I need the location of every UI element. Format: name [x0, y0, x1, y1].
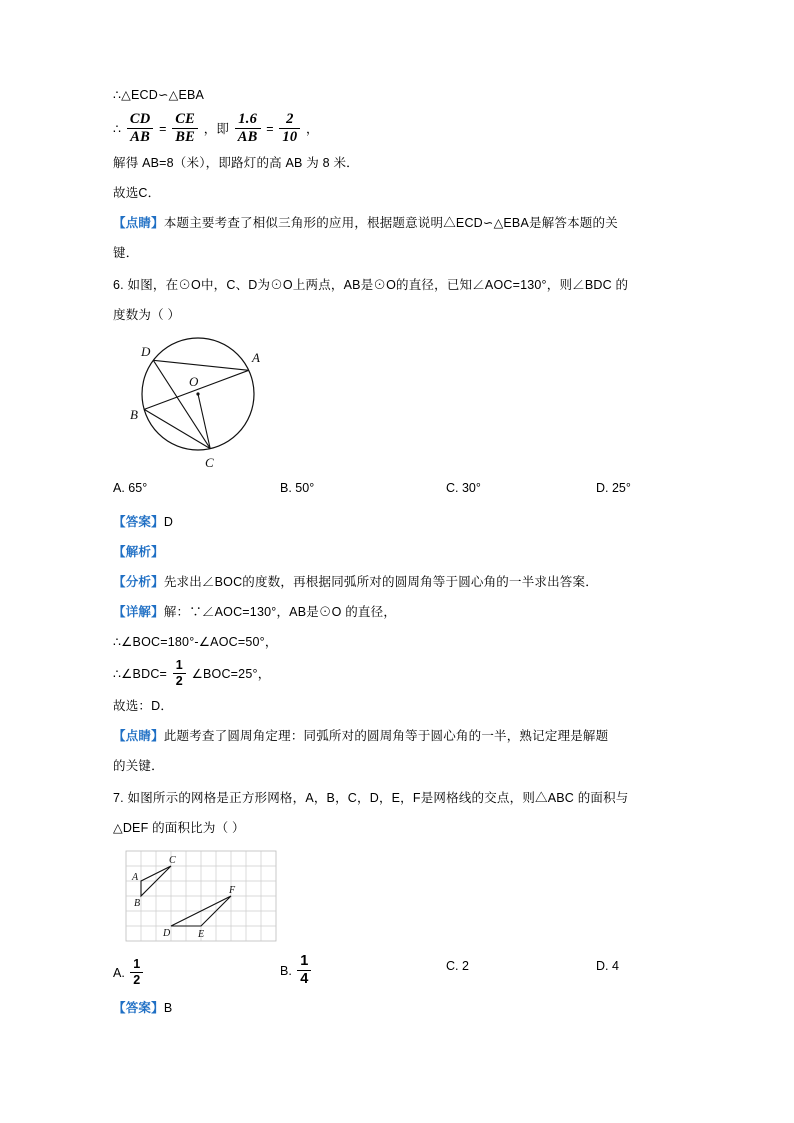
segment-da: [153, 360, 248, 370]
fraction-16-ab: [235, 112, 261, 145]
fraction-numerator: 1: [130, 958, 143, 973]
question-6-figure: [113, 334, 681, 479]
option-a[interactable]: [113, 481, 147, 495]
question-number: 7.: [113, 791, 124, 805]
option-b[interactable]: [280, 955, 313, 988]
option-value: 4: [611, 959, 619, 973]
fraction-numerator: 1: [297, 954, 311, 971]
option-d[interactable]: [596, 481, 631, 495]
question-6-step2: [113, 627, 681, 657]
label-b: B: [134, 898, 141, 909]
fraction-denominator: 2: [133, 973, 141, 988]
option-value: 2: [461, 959, 469, 973]
fraction-denominator: 4: [300, 971, 309, 988]
option-key: B.: [280, 964, 292, 979]
text-separator: ，即: [203, 122, 230, 136]
dianjing-label: 【点睛】: [113, 216, 164, 230]
text-line-dianjing-5-cont: [113, 238, 681, 268]
label-f: F: [229, 885, 236, 896]
label-a: A: [252, 350, 260, 365]
fraction-numerator: 1: [173, 659, 186, 674]
option-d[interactable]: [596, 959, 619, 973]
option-c[interactable]: [446, 959, 469, 973]
option-value: 30°: [461, 481, 481, 495]
fraction-denominator: 10: [282, 129, 298, 146]
question-text-cont: 度数为（ ）: [113, 308, 181, 322]
fraction-numerator: CD: [127, 112, 154, 129]
option-key: A.: [113, 965, 125, 980]
answer-label: 【答案】: [113, 1001, 164, 1015]
question-7-line-2: [113, 813, 681, 843]
fraction-one-half: [130, 958, 143, 987]
option-key: D.: [596, 481, 609, 495]
text: 解：∵∠AOC=130°，AB是⊙O 的直径，: [163, 605, 397, 619]
fraction-cd-ab: [127, 112, 154, 145]
equation-ratio-line: [113, 110, 681, 148]
answer-value: D: [163, 515, 174, 529]
text-prefix: ∴∠BDC=: [113, 667, 168, 681]
label-d: D: [163, 928, 171, 939]
question-6-step3: [113, 657, 681, 691]
fraction-denominator: AB: [237, 129, 258, 146]
fraction-denominator: 2: [175, 674, 183, 689]
option-key: B.: [280, 481, 292, 495]
option-key: D.: [596, 959, 609, 973]
equals-sign-2: =: [266, 122, 274, 136]
equals-sign: =: [159, 122, 167, 136]
text: 键．: [113, 246, 139, 260]
fraction-numerator: 2: [279, 112, 300, 129]
label-o: O: [189, 374, 199, 389]
text: 解得 AB=8（米），即路灯的高 AB 为 8 米．: [113, 156, 359, 170]
option-c[interactable]: [446, 481, 481, 495]
text-line-solve-ab: [113, 148, 681, 178]
question-7-line-1: [113, 783, 681, 813]
fenxi-label: 【分析】: [113, 575, 164, 589]
question-7-answer: [113, 993, 681, 1023]
question-6-fenxi: [113, 567, 681, 597]
fraction-2-10: [279, 112, 300, 145]
text: 先求出∠BOC的度数，再根据同弧所对的圆周角等于圆心角的一半求出答案．: [163, 575, 598, 589]
question-6-conclusion: [113, 691, 681, 721]
xiangjie-label: 【详解】: [113, 605, 164, 619]
fraction-numerator: CE: [172, 112, 198, 129]
text: 本题主要考查了相似三角形的应用，根据题意说明△ECD∽△EBA是解答本题的关: [163, 216, 618, 230]
option-value: 50°: [295, 481, 315, 495]
fraction-denominator: AB: [130, 129, 150, 146]
question-text: 如图，在⊙O中，C、D为⊙O上两点，AB是⊙O的直径，已知∠AOC=130°，则∠BDC 的: [127, 278, 629, 292]
therefore-symbol: ∴: [113, 122, 122, 136]
option-value: 25°: [611, 481, 631, 495]
point-o: [196, 392, 199, 395]
text: 故选C．: [113, 186, 161, 200]
text: 故选：D．: [113, 699, 174, 713]
text: ∴∠BOC=180°-∠AOC=50°，: [113, 635, 278, 649]
text-suffix: ∠BOC=25°，: [191, 667, 271, 681]
grid-diagram-svg: [113, 847, 288, 947]
question-6-answer: [113, 507, 681, 537]
option-b[interactable]: [280, 481, 314, 495]
question-text-cont: △DEF 的面积比为（ ）: [113, 821, 245, 835]
answer-label: 【答案】: [113, 515, 164, 529]
document-content: [113, 80, 681, 1023]
label-a: A: [132, 872, 139, 883]
option-a[interactable]: [113, 959, 145, 988]
dianjing-label: 【点睛】: [113, 729, 164, 743]
question-6-analysis-header: [113, 537, 681, 567]
question-6-line-2: [113, 300, 681, 330]
question-6-line-1: [113, 270, 681, 300]
option-key: C.: [446, 959, 459, 973]
question-6-dianjing: [113, 721, 681, 751]
question-6-options: [113, 481, 681, 507]
option-key: C.: [446, 481, 459, 495]
fraction-ce-be: [172, 112, 198, 145]
question-6-dianjing-cont: [113, 751, 681, 781]
text-line-choose-c: [113, 178, 681, 208]
text-line-dianjing-5: [113, 208, 681, 238]
fraction-one-half: [173, 659, 186, 688]
segment-dc: [153, 360, 210, 448]
circle-diagram-svg: [113, 334, 293, 479]
label-e: E: [198, 929, 205, 940]
option-key: A.: [113, 481, 125, 495]
label-c: C: [205, 455, 214, 470]
question-text: 如图所示的网格是正方形网格，A，B，C，D，E，F是网格线的交点，则△ABC 的面积与: [127, 791, 629, 805]
fraction-numerator: 1.6: [235, 112, 261, 129]
question-number: 6.: [113, 278, 124, 292]
segment-oc: [198, 394, 210, 449]
option-value: 65°: [128, 481, 148, 495]
fraction-denominator: BE: [175, 129, 196, 146]
question-6-xiangjie: [113, 597, 681, 627]
fraction-one-quarter: [297, 954, 311, 987]
label-b: B: [130, 407, 138, 422]
text: 的关键．: [113, 759, 164, 773]
label-d: D: [141, 344, 151, 359]
text: ∴△ECD∽△EBA: [113, 88, 205, 102]
label-c: C: [169, 855, 176, 866]
analysis-label: 【解析】: [113, 545, 164, 559]
question-7-options: [113, 953, 681, 993]
question-7-figure: [113, 847, 681, 951]
text-line-conclusion-similar: [113, 80, 681, 110]
answer-value: B: [163, 1001, 173, 1015]
comma: ，: [306, 122, 319, 136]
text: 此题考查了圆周角定理：同弧所对的圆周角等于圆心角的一半，熟记定理是解题: [163, 729, 609, 743]
